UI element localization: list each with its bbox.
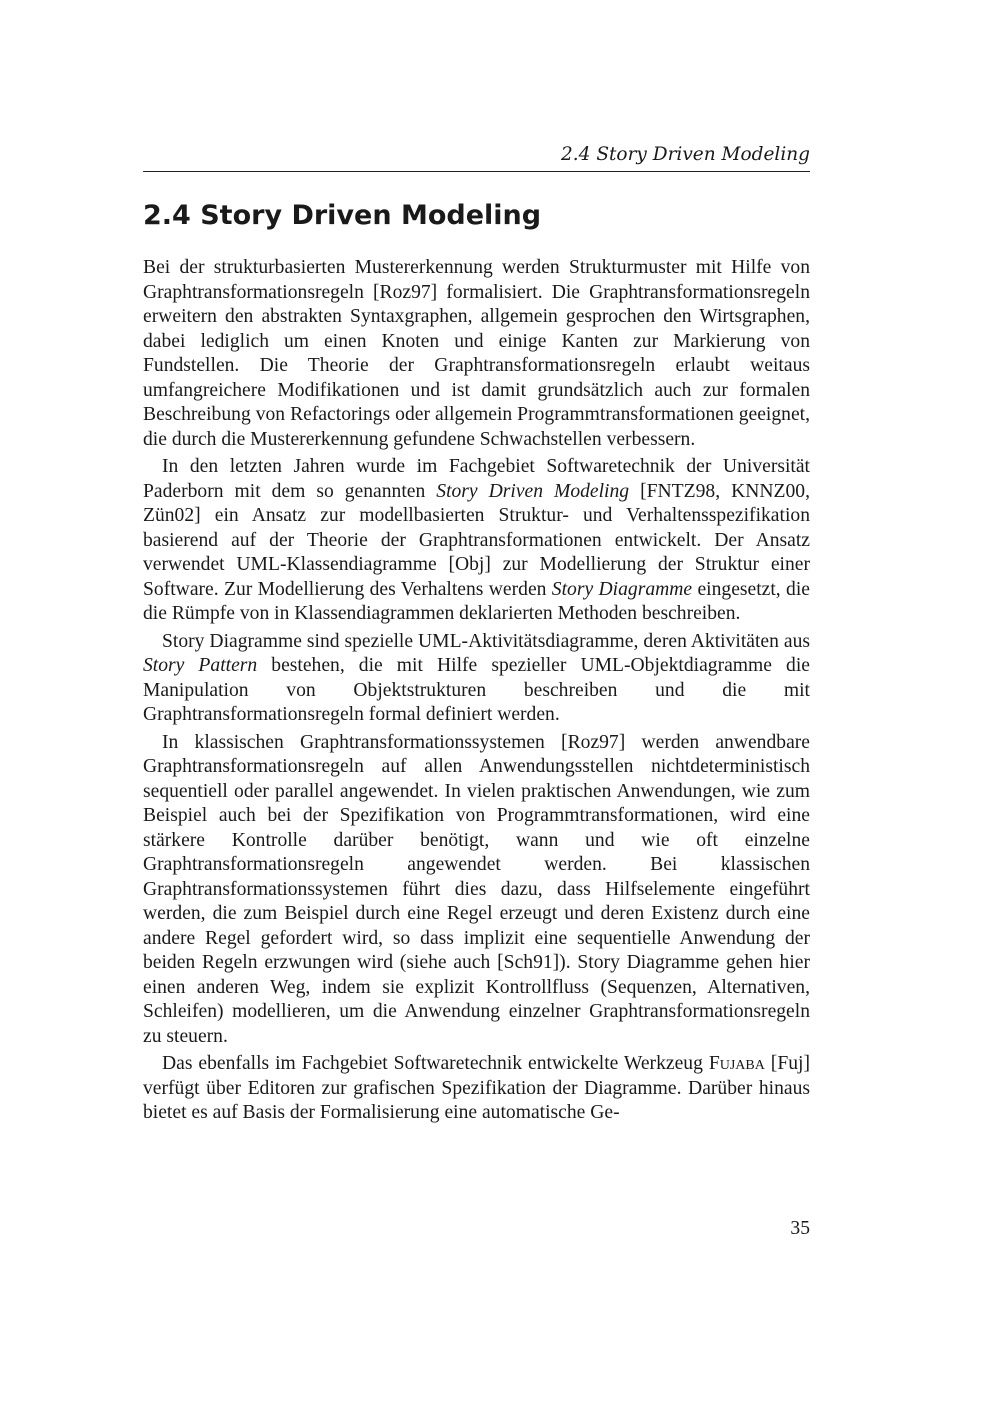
- term-story-driven-modeling: Story Driven Modeling: [436, 480, 630, 502]
- paragraph-4: In klassischen Graphtransformationssystemen [Roz97] werden anwendbare Graphtransformationsregeln auf allen Anwendungsstellen nichtdeterministisch sequentiell oder parallel angewendet. In vielen praktischen Anwendungen, wie zum Beispiel auch bei der Spezifikation von Programmtransformationen, wird eine stärkere Kontrolle darüber benötigt, wann und wie oft einzelne Graphtransformationsregeln angewendet werden. Bei klassischen Graphtransformationssystemen führt dies dazu, dass Hilfselemente eingeführt werden, die zum Beispiel durch eine Regel erzeugt und deren Existenz durch eine andere Regel gefordert wird, so dass implizit eine sequentielle Anwendung der beiden Regeln erzwungen wird (siehe auch [Sch91]). Story Diagramme gehen hier einen anderen Weg, indem sie explizit Kontrollfluss (Sequenzen, Alternativen, Schleifen) modellieren, um die Anwendung einzelner Graphtransformationsregeln zu steuern.: [143, 731, 810, 1047]
- term-story-diagramme: Story Diagramme: [551, 578, 693, 600]
- section-title: 2.4 Story Driven Modeling: [143, 200, 542, 231]
- paragraph-3-text-a: Story Diagramme sind spezielle UML-Aktivitätsdiagramme, deren Aktivitäten aus: [162, 630, 810, 652]
- paragraph-5: [143, 1052, 810, 1126]
- paragraph-5-text-b: [Fuj] verfügt über Editoren zur grafischen Spezifikation der Diagramme. Darüber hinaus bietet es auf Basis der Formalisierung eine automatische Ge-: [143, 1053, 810, 1123]
- paragraph-3-text-b: bestehen, die mit Hilfe spezieller UML-Objektdiagramme die Manipulation von Objektstrukturen beschreiben und die mit Graphtransformationsregeln formal definiert werden.: [143, 655, 810, 725]
- term-story-pattern: Story Pattern: [143, 655, 258, 676]
- paragraph-2-text-a: In den letzten Jahren wurde im Fachgebiet Softwaretechnik der Universität Paderborn mit dem so genannten: [143, 456, 810, 502]
- paragraph-2: [143, 455, 810, 627]
- paragraph-3: [143, 630, 810, 728]
- paragraph-5-text-a: Das ebenfalls im Fachgebiet Softwaretechnik entwickelte Werkzeug: [162, 1053, 709, 1074]
- running-head: 2.4 Story Driven Modeling: [561, 144, 810, 165]
- page-number: 35: [790, 1218, 810, 1239]
- paragraph-2-text-c: eingesetzt, die die Rümpfe von in Klassendiagrammen deklarierten Methoden beschreiben.: [143, 578, 810, 624]
- tool-name-fujaba: Fujaba: [708, 1053, 765, 1074]
- paragraph-2-text-b: [FNTZ98, KNNZ00, Zün02] ein Ansatz zur modellbasierten Struktur- und Verhaltensspezifikation basierend auf der Theorie der Graphtransformationen entwickelt. Der Ansatz verwendet UML-Klassendiagramme [Obj] zur Modellierung der Struktur einer Software. Zur Modellierung des Verhaltens werden: [143, 480, 810, 600]
- header-rule: [143, 171, 810, 172]
- paragraph-1: Bei der strukturbasierten Mustererkennung werden Strukturmuster mit Hilfe von Graphtransformationsregeln [Roz97] formalisiert. Die Graphtransformationsregeln erweitern den abstrakten Syntaxgraphen, allgemein gesprochen den Wirtsgraphen, dabei lediglich um einen Knoten und einige Kanten zur Markierung von Fundstellen. Die Theorie der Graphtransformationsregeln erlaubt weitaus umfangreichere Modifikationen und ist damit grundsätzlich auch zur formalen Beschreibung von Refactorings oder allgemein Programmtransformationen geeignet, die durch die Mustererkennung gefundene Schwachstellen verbessern.: [143, 257, 810, 450]
- body-text: [143, 256, 810, 1129]
